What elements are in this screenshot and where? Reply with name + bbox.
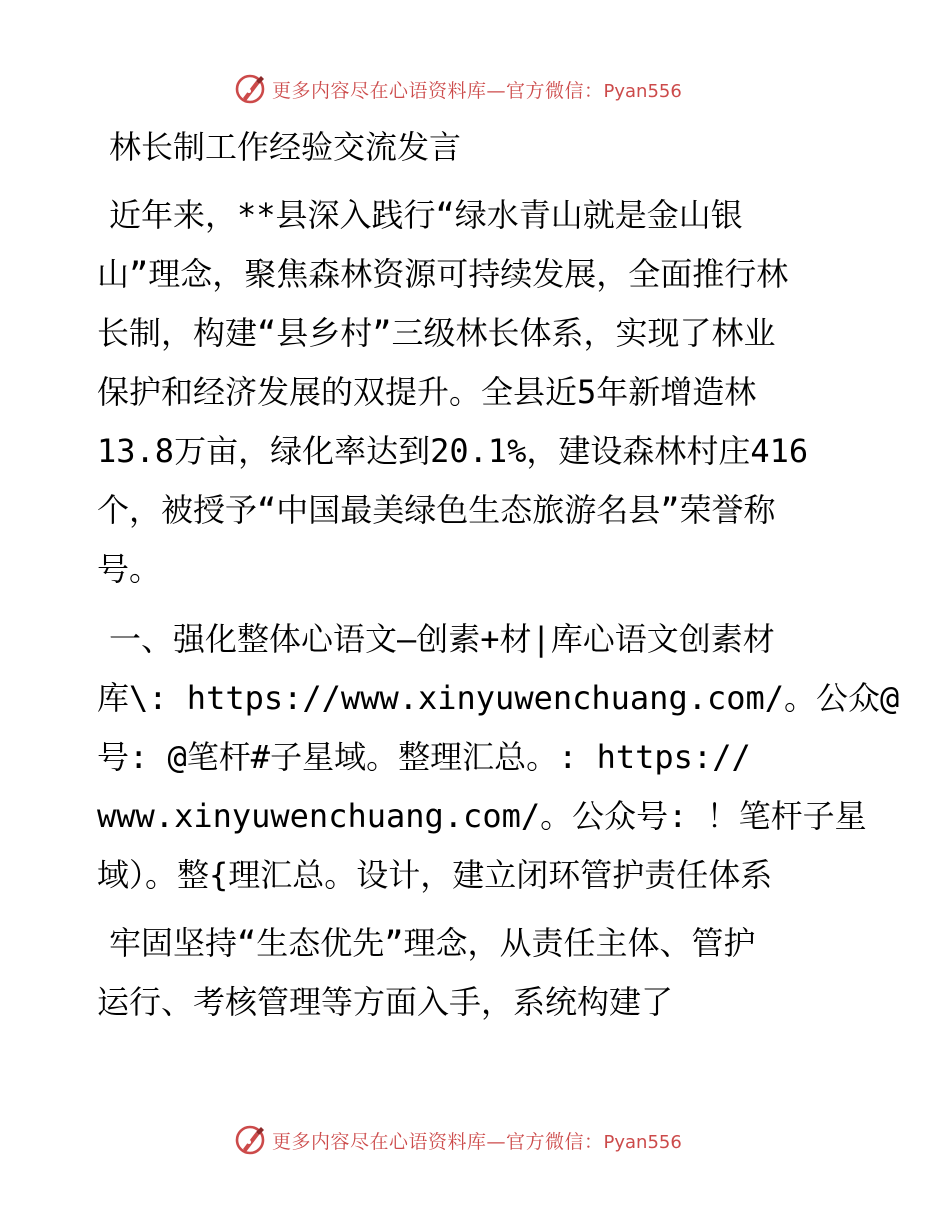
header-watermark (234, 72, 682, 106)
watermark-text (272, 76, 682, 103)
paragraph-line: 域）。整{理汇总。设计，建立闭环管护责任体系 (97, 856, 773, 894)
watermark-text (272, 1127, 682, 1154)
footer-watermark (234, 1123, 682, 1157)
paragraph-line: 保护和经济发展的双提升。全县近5年新增造林 (97, 373, 757, 411)
pen-circle-logo-icon (234, 72, 268, 106)
paragraph-line: 13.8万亩，绿化率达到20.1%，建设森林村庄416 (97, 432, 809, 470)
paragraph-section-one (97, 610, 900, 905)
paragraph-line: 个，被授予“中国最美绿色生态旅游名县”荣誉称 (97, 491, 776, 529)
watermark-text-latin: Pyan556 (603, 80, 682, 102)
paragraph-line: 长制，构建“县乡村”三级林长体系，实现了林业 (97, 314, 776, 352)
document-title: 林长制工作经验交流发言 (109, 128, 462, 166)
paragraph-line: 山”理念，聚焦森林资源可持续发展，全面推行林 (97, 255, 789, 293)
paragraph-line: 一、强化整体心语文—创素+材|库心语文创素材 (109, 620, 775, 658)
watermark-text-cn: 更多内容尽在心语资料库—官方微信： (272, 1130, 604, 1153)
watermark-text-cn: 更多内容尽在心语资料库—官方微信： (272, 79, 604, 102)
document-body (97, 118, 900, 1032)
paragraph-line: 近年来，**县深入践行“绿水青山就是金山银 (109, 196, 743, 234)
paragraph-body (97, 914, 857, 1032)
paragraph-line: 牢固坚持“生态优先”理念，从责任主体、管护 (109, 924, 756, 962)
paragraph-line: 号。 (97, 550, 162, 588)
paragraph-line: 运行、考核管理等方面入手，系统构建了 (97, 983, 674, 1021)
watermark-text-latin: Pyan556 (603, 1131, 682, 1153)
paragraph-intro (97, 186, 857, 599)
paragraph-line: 号: @笔杆#子星域。整理汇总。: https:// (97, 738, 751, 776)
pen-circle-logo-icon (234, 1123, 268, 1157)
paragraph-line: 库\: https://www.xinyuwenchuang.com/。公众@ (97, 679, 900, 717)
paragraph-line: www.xinyuwenchuang.com/。公众号: ！笔杆子星 (97, 797, 867, 835)
